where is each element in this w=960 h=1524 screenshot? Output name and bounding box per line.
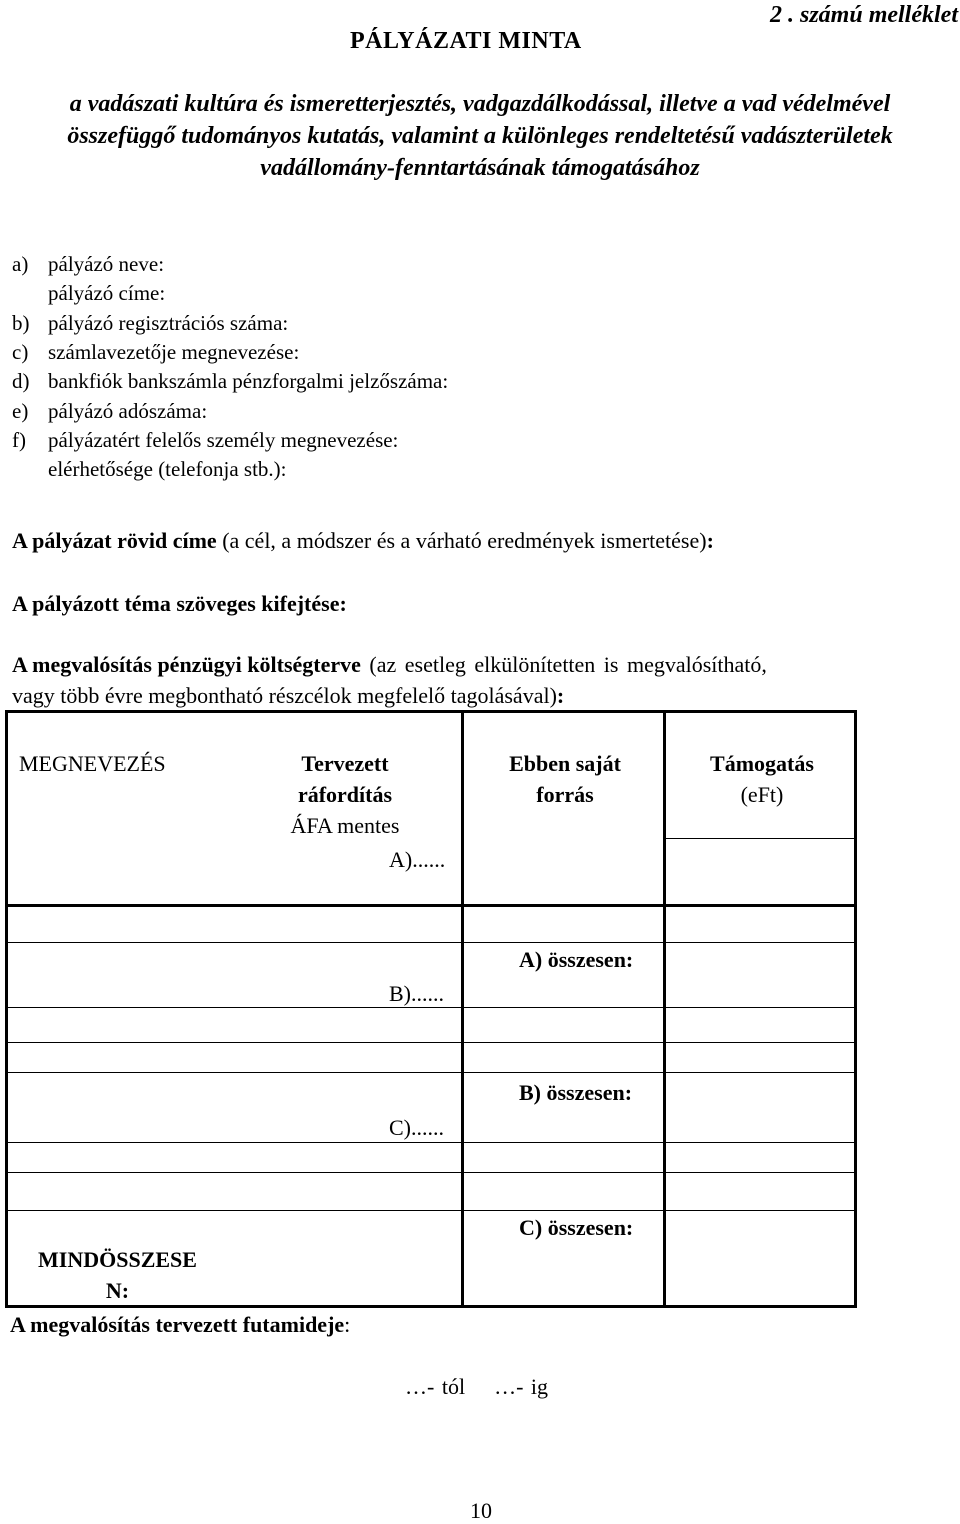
budget-rest: (az esetleg elkülönítetten is megvalósítható,	[360, 652, 767, 677]
short-title-bold: A pályázat rövid címe	[12, 528, 217, 553]
field-letter: a)	[12, 252, 29, 276]
field-label: pályázó adószáma:	[48, 399, 208, 423]
col-header-planned-line-1: Tervezett	[301, 751, 389, 776]
col-header-own-line-1: Ebben saját	[509, 751, 621, 776]
table-border	[5, 710, 857, 713]
field-bank-name	[12, 338, 299, 366]
table-border	[461, 710, 464, 1308]
duration-label-text: A megvalósítás tervezett futamideje	[10, 1312, 345, 1337]
attachment-number: 2 . számú melléklet	[770, 2, 958, 28]
field-contact	[48, 455, 286, 483]
field-label: pályázatért felelős személy megnevezése:	[48, 428, 399, 452]
short-title-rest: (a cél, a módszer és a várható eredmények ismertetése)	[216, 528, 707, 553]
table-border	[5, 1072, 857, 1073]
page-number: 10	[470, 1498, 492, 1523]
col-header-planned-line-3: ÁFA mentes	[290, 813, 400, 838]
field-label: pályázó regisztrációs száma:	[48, 311, 289, 335]
subtitle-line-2: összefüggő tudományos kutatás, valamint a különleges rendeltetésű vadászterületek	[67, 123, 893, 149]
table-border	[5, 1210, 857, 1211]
col-header-planned	[265, 748, 425, 841]
row-b-label: B)......	[389, 981, 444, 1006]
field-applicant-name	[12, 250, 164, 278]
duration-label	[10, 1312, 350, 1338]
field-label: bankfiók bankszámla pénzforgalmi jelzőszáma:	[48, 369, 449, 393]
duration-range	[405, 1374, 548, 1400]
section-topic: A pályázott téma szöveges kifejtése:	[12, 591, 347, 616]
total-label	[15, 1244, 220, 1306]
col-header-planned-line-2: ráfordítás	[297, 782, 393, 807]
field-label: pályázó címe:	[48, 281, 166, 305]
table-border	[5, 942, 857, 943]
cost-table	[5, 710, 857, 1308]
page-subtitle	[0, 88, 960, 184]
row-c-label: C)......	[389, 1115, 444, 1140]
budget-line-2: vagy több évre megbontható részcélok megfelelő tagolásával)	[12, 683, 557, 708]
field-letter: e)	[12, 399, 29, 423]
section-short-title	[12, 526, 714, 556]
table-border	[5, 904, 857, 907]
field-applicant-address	[48, 279, 165, 307]
field-label: számlavezetője megnevezése:	[48, 340, 300, 364]
field-letter: c)	[12, 340, 29, 364]
subtitle-line-1: a vadászati kultúra és ismeretterjesztés, vadgazdálkodással, illetve a vad védelmével	[69, 91, 891, 117]
sum-b-label: B) összesen:	[519, 1080, 633, 1105]
budget-colon: :	[556, 683, 565, 708]
field-registration-number	[12, 309, 288, 337]
col-header-support	[677, 748, 847, 810]
table-border	[854, 710, 857, 1308]
duration-from: …- tól	[405, 1374, 466, 1399]
subtitle-line-3: vadállomány-fenntartásának támogatásához	[260, 155, 700, 181]
total-label-line-2: N:	[105, 1278, 130, 1303]
table-border	[663, 838, 857, 839]
field-tax-number	[12, 397, 207, 425]
sum-a-label: A) összesen:	[519, 947, 634, 972]
budget-bold: A megvalósítás pénzügyi költségterve	[12, 652, 361, 677]
col-header-name: MEGNEVEZÉS	[19, 751, 166, 776]
short-title-colon: :	[706, 528, 714, 553]
table-border	[5, 1042, 857, 1043]
field-label: elérhetősége (telefonja stb.):	[48, 457, 287, 481]
total-label-line-1: MINDÖSSZESE	[38, 1247, 197, 1272]
field-letter: f)	[12, 428, 26, 452]
row-a-label: A)......	[389, 847, 446, 872]
col-header-own-funds	[480, 748, 650, 810]
table-border	[5, 710, 8, 1308]
table-border	[5, 1172, 857, 1173]
field-letter: b)	[12, 311, 30, 335]
field-responsible-person	[12, 426, 398, 454]
duration-to: …- ig	[494, 1374, 549, 1399]
duration-colon: :	[344, 1312, 351, 1337]
col-header-own-line-2: forrás	[536, 782, 594, 807]
field-letter: d)	[12, 369, 30, 393]
col-header-support-line-2: (eFt)	[740, 782, 784, 807]
section-budget-line-2	[12, 681, 564, 711]
col-header-support-line-1: Támogatás	[710, 751, 814, 776]
field-label: pályázó neve:	[48, 252, 165, 276]
table-border	[663, 710, 666, 1308]
section-budget-line-1	[12, 650, 767, 680]
sum-c-label: C) összesen:	[519, 1215, 634, 1240]
page-title: PÁLYÁZATI MINTA	[350, 28, 582, 54]
field-bank-account	[12, 367, 448, 395]
